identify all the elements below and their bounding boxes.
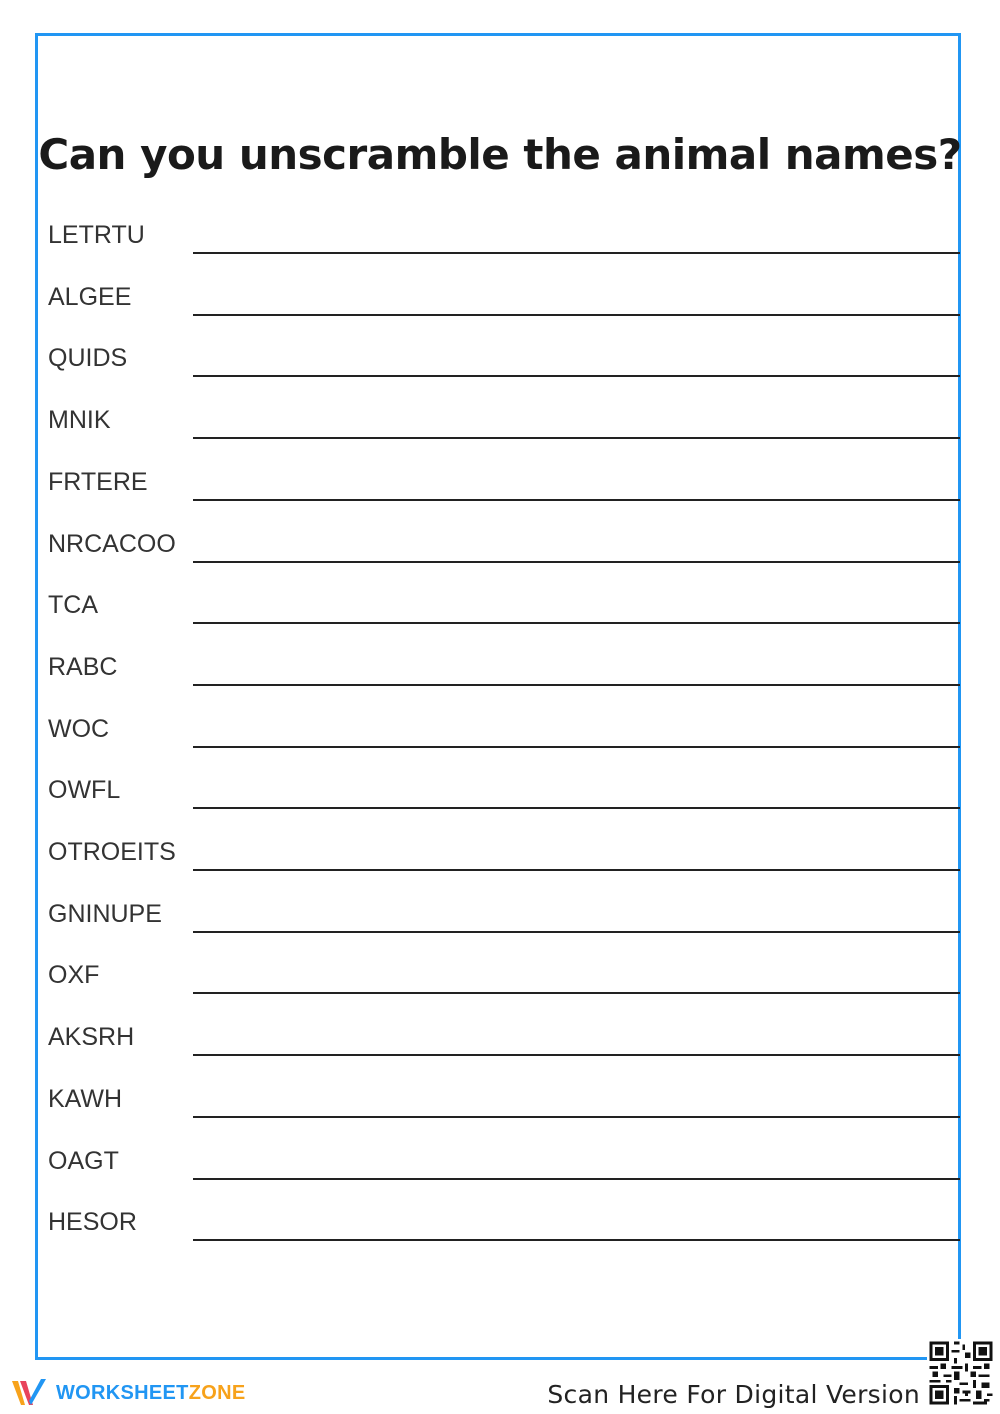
word-row <box>48 405 960 445</box>
scrambled-word: OXF <box>48 961 100 990</box>
word-row <box>48 837 960 877</box>
scan-caption: Scan Here For Digital Version <box>547 1380 920 1409</box>
word-row <box>48 529 960 569</box>
answer-line[interactable] <box>193 1178 960 1180</box>
answer-line[interactable] <box>193 992 960 994</box>
answer-line[interactable] <box>193 746 960 748</box>
qr-code-icon[interactable] <box>927 1339 995 1407</box>
answer-line[interactable] <box>193 931 960 933</box>
scrambled-word: HESOR <box>48 1208 137 1237</box>
answer-line[interactable] <box>193 869 960 871</box>
brand-name-secondary: ZONE <box>188 1381 246 1404</box>
answer-line[interactable] <box>193 622 960 624</box>
answer-line[interactable] <box>193 375 960 377</box>
footer <box>0 1364 1000 1414</box>
scrambled-word: OAGT <box>48 1146 119 1175</box>
scrambled-word: WOC <box>48 714 110 743</box>
word-row <box>48 899 960 939</box>
scrambled-word: GNINUPE <box>48 899 162 928</box>
scrambled-word: OWFL <box>48 776 121 805</box>
answer-line[interactable] <box>193 561 960 563</box>
answer-line[interactable] <box>193 1054 960 1056</box>
answer-line[interactable] <box>193 807 960 809</box>
brand-name-primary: WORKSHEET <box>56 1381 189 1404</box>
scrambled-word: ALGEE <box>48 282 132 311</box>
scrambled-word: NRCACOO <box>48 529 176 558</box>
answer-line[interactable] <box>193 1239 960 1241</box>
scrambled-word: AKSRH <box>48 1023 135 1052</box>
word-row <box>48 1084 960 1124</box>
word-row <box>48 282 960 322</box>
word-row <box>48 220 960 260</box>
word-row <box>48 714 960 754</box>
scrambled-word: RABC <box>48 652 118 681</box>
word-row <box>48 1146 960 1186</box>
scrambled-word: KAWH <box>48 1084 123 1113</box>
answer-line[interactable] <box>193 684 960 686</box>
scrambled-word: FRTERE <box>48 467 148 496</box>
word-row <box>48 960 960 1000</box>
worksheet-title: Can you unscramble the animal names? <box>38 130 962 179</box>
answer-line[interactable] <box>193 314 960 316</box>
worksheetzone-logo-icon <box>10 1377 50 1409</box>
word-row <box>48 775 960 815</box>
scrambled-word: MNIK <box>48 406 111 435</box>
scrambled-word: TCA <box>48 591 98 620</box>
word-row <box>48 1022 960 1062</box>
brand-logo[interactable] <box>10 1376 245 1410</box>
word-row <box>48 343 960 383</box>
word-row <box>48 1207 960 1247</box>
scrambled-word: LETRTU <box>48 221 145 249</box>
scrambled-word: OTROEITS <box>48 838 176 866</box>
word-row <box>48 652 960 692</box>
word-row <box>48 467 960 507</box>
answer-line[interactable] <box>193 499 960 501</box>
answer-line[interactable] <box>193 1116 960 1118</box>
scrambled-word: QUIDS <box>48 344 128 373</box>
word-row <box>48 590 960 630</box>
answer-line[interactable] <box>193 437 960 439</box>
answer-line[interactable] <box>193 252 960 254</box>
